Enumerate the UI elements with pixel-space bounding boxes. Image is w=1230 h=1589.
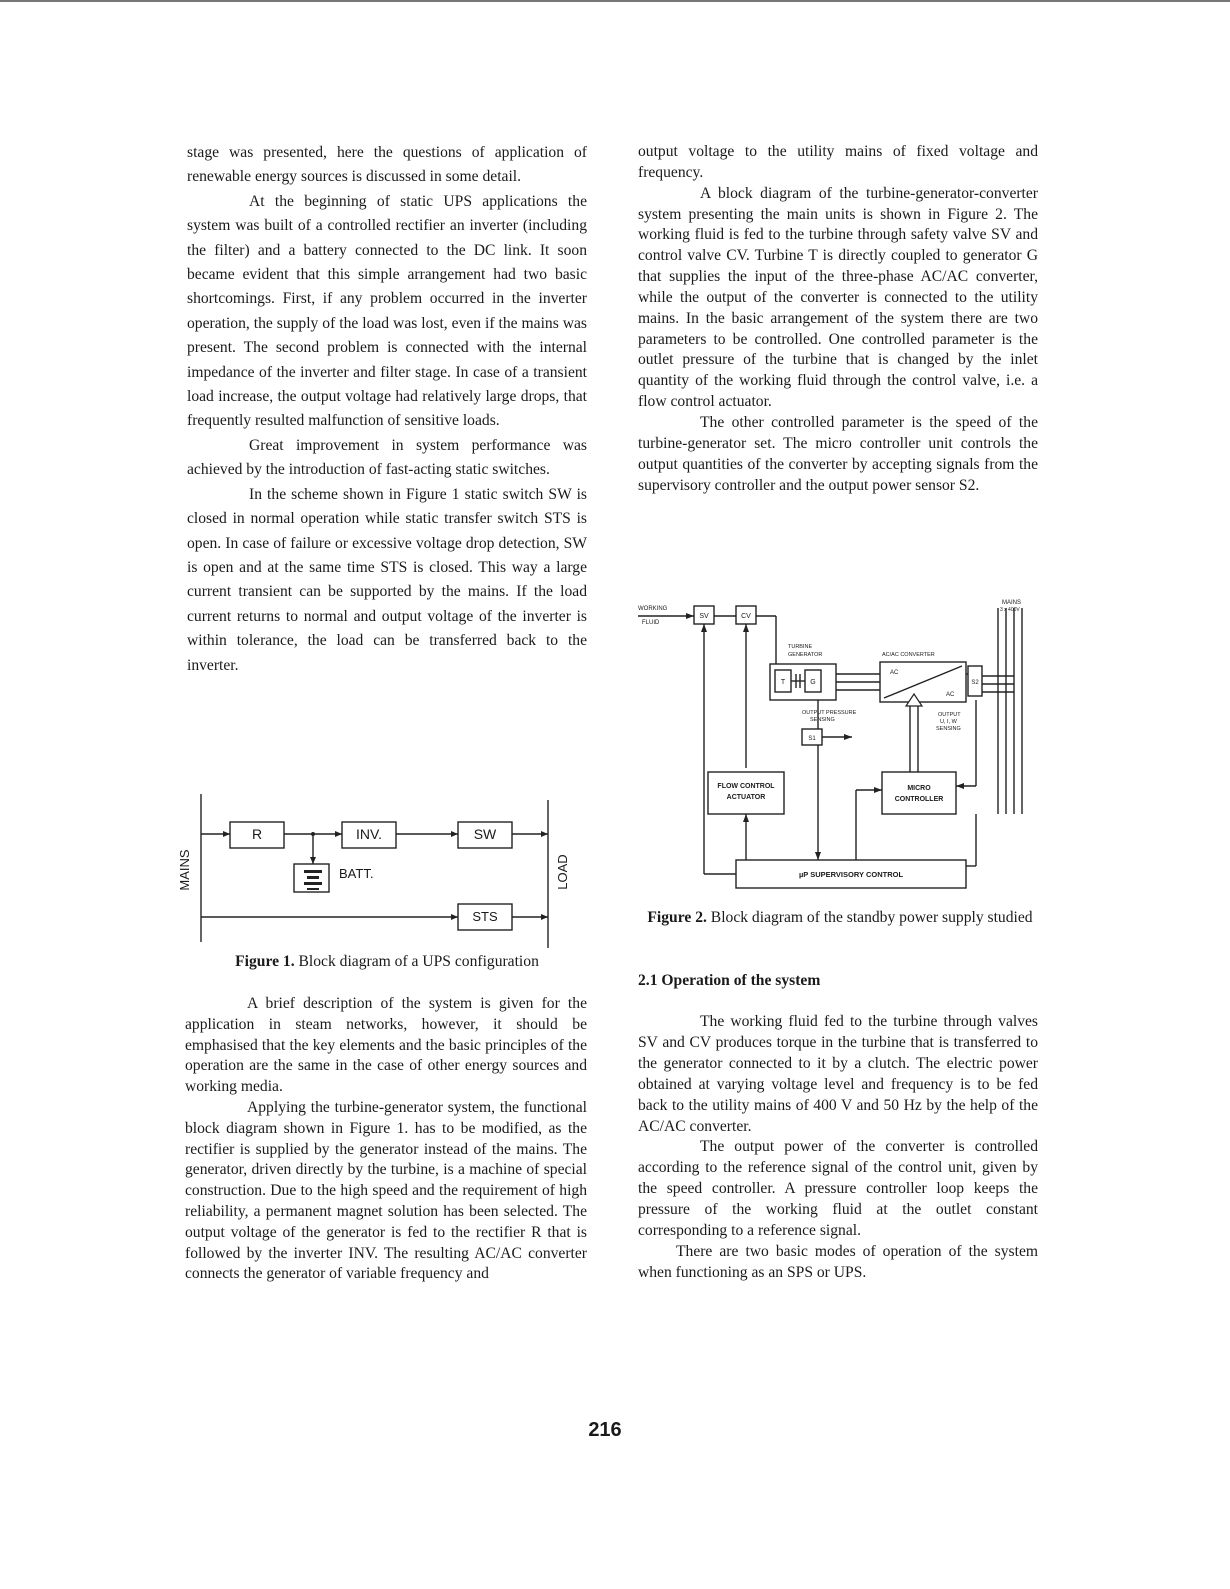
generator-label: GENERATOR xyxy=(788,652,823,658)
paragraph: There are two basic modes of operation of the system when functioning as an SPS or UPS. xyxy=(638,1242,1038,1281)
sw-label: SW xyxy=(473,826,497,842)
fluid-label: FLUID xyxy=(642,620,660,626)
turbine-label: TURBINE xyxy=(788,644,813,650)
sv-label: SV xyxy=(699,613,709,620)
figure-1-diagram xyxy=(170,790,590,952)
paragraph: A block diagram of the turbine-generator-converter system presenting the main units is shown in Figure 2. The working fluid is fed to the turbine through safety valve SV and control valve CV. Turbine T is directly coupled to generator G that supplies the input of the three-phase AC/AC converter, while the output of the converter is connected to the utility mains. In the basic arrangement of the system there are two parameters to be controlled. One controlled parameter is the outlet pressure of the turbine that is changed by the inlet quantity of the working fluid through the control valve, i.e. a flow control actuator. xyxy=(638,184,1038,411)
paragraph: In the scheme shown in Figure 1 static switch SW is closed in normal operation while static transfer switch STS is open. In case of failure or excessive voltage drop detection, SW is open and at the same time STS is closed. This way a large current transient can be supported by the mains. If the load current returns to normal and output voltage of the inverter is within tolerance, the load can be transferred back to the inverter. xyxy=(187,485,587,674)
figure-2-caption xyxy=(640,908,1040,928)
g-label: G xyxy=(810,679,816,686)
micro-label: MICRO xyxy=(907,785,931,792)
rectifier-label: R xyxy=(251,826,263,842)
controller-label: CONTROLLER xyxy=(894,796,944,803)
battery-label: BATT. xyxy=(339,866,374,881)
ac-out-label: AC xyxy=(946,692,955,698)
left-column-top xyxy=(187,141,587,678)
t-label: T xyxy=(780,679,786,686)
page-number: 216 xyxy=(588,1419,622,1441)
supervisory-control-label: µP SUPERVISORY CONTROL xyxy=(798,870,904,879)
flow-control-actuator-block xyxy=(708,772,784,814)
working-label: WORKING xyxy=(638,606,668,612)
paragraph: The output power of the converter is controlled according to the reference signal of the control unit, given by the speed controller. A pressure controller loop keeps the pressure of the working fluid at the outlet constant corresponding to a reference signal. xyxy=(638,1138,1038,1240)
section-heading: 2.1 Operation of the system xyxy=(638,972,821,989)
sts-label: STS xyxy=(472,909,498,924)
paragraph: The other controlled parameter is the speed of the turbine-generator set. The micro controller unit controls the output quantities of the converter by accepting signals from the supervisory controller and the output power sensor S2. xyxy=(638,413,1038,494)
output-label: OUTPUT xyxy=(938,712,961,718)
output-uiw-label: U, I, W xyxy=(940,719,957,725)
flow-control-label: FLOW CONTROL xyxy=(717,783,775,790)
load-label: LOAD xyxy=(555,854,570,890)
paragraph: Great improvement in system performance was achieved by the introduction of fast-acting static switches. xyxy=(187,436,587,479)
cv-label: CV xyxy=(741,613,751,620)
paragraph: output voltage to the utility mains of fixed voltage and frequency. xyxy=(638,143,1038,181)
paragraph: Applying the turbine-generator system, the functional block diagram shown in Figure 1. has to be modified, as the rectifier is supplied by the generator instead of the mains. The generator, driven directly by the turbine, is a machine of special construction. Due to the high speed and the requirement of high reliability, a permanent magnet solution has been selected. The output voltage of the generator is fed to the rectifier R that is followed by the inverter INV. The resulting AC/AC converter connects the generator of variable frequency and xyxy=(185,1098,587,1283)
figure-1-caption-label: Figure 1. xyxy=(235,953,295,970)
right-column-bottom xyxy=(638,1012,1038,1284)
output-pressure-label: OUTPUT PRESSURE xyxy=(802,710,857,716)
paragraph: stage was presented, here the questions of application of renewable energy sources is discussed in some detail. xyxy=(187,144,587,186)
actuator-label: ACTUATOR xyxy=(726,794,766,801)
ac-in-label: AC xyxy=(890,670,899,676)
mains-label: MAINS xyxy=(1002,600,1022,606)
paragraph: At the beginning of static UPS applications the system was built of a controlled rectifier an inverter (including the filter) and a battery connected to the DC link. It soon became evident that this simple arrangement had two basic shortcomings. First, if any problem occurred in the inverter operation, the supply of the load was lost, even if the mains was present. The second problem is connected with the internal impedance of the inverter and filter stage. In case of a transient load increase, the output voltage had relatively large drops, that frequently resulted malfunction of sensitive loads. xyxy=(187,192,587,430)
figure-2-caption-text: Block diagram of the standby power supply studied xyxy=(706,909,1033,926)
right-column-top xyxy=(638,142,1038,496)
output-pressure-sensing-label: SENSING xyxy=(810,717,835,723)
figure-2-diagram xyxy=(630,596,1040,896)
left-column-bottom xyxy=(185,994,587,1285)
s2-label: S2 xyxy=(971,680,979,686)
inverter-label: INV. xyxy=(356,826,382,842)
page-top-rule xyxy=(0,0,1230,2)
figure-1-caption-text: Block diagram of a UPS configuration xyxy=(294,953,539,970)
mains-spec-label: 3 x 400V xyxy=(1000,607,1020,613)
paragraph: A brief description of the system is given for the application in steam networks, however, it should be emphasised that the key elements and the basic principles of the operation are the same in the case of other energy sources and working media. xyxy=(185,995,587,1096)
s1-label: S1 xyxy=(808,736,816,742)
acac-label: AC/AC CONVERTER xyxy=(882,652,935,658)
mains-label: MAINS xyxy=(177,849,192,891)
output-sensing-label: SENSING xyxy=(936,726,961,732)
micro-controller-block xyxy=(882,772,956,814)
paragraph: The working fluid fed to the turbine through valves SV and CV produces torque in the turbine that is transferred to the generator connected to it by a clutch. The electric power obtained at varying voltage level and frequency is to be fed back to the utility mains of 400 V and 50 Hz by the help of the AC/AC converter. xyxy=(638,1013,1038,1135)
figure-1-caption xyxy=(187,952,587,972)
figure-2-caption-label: Figure 2. xyxy=(647,909,707,926)
